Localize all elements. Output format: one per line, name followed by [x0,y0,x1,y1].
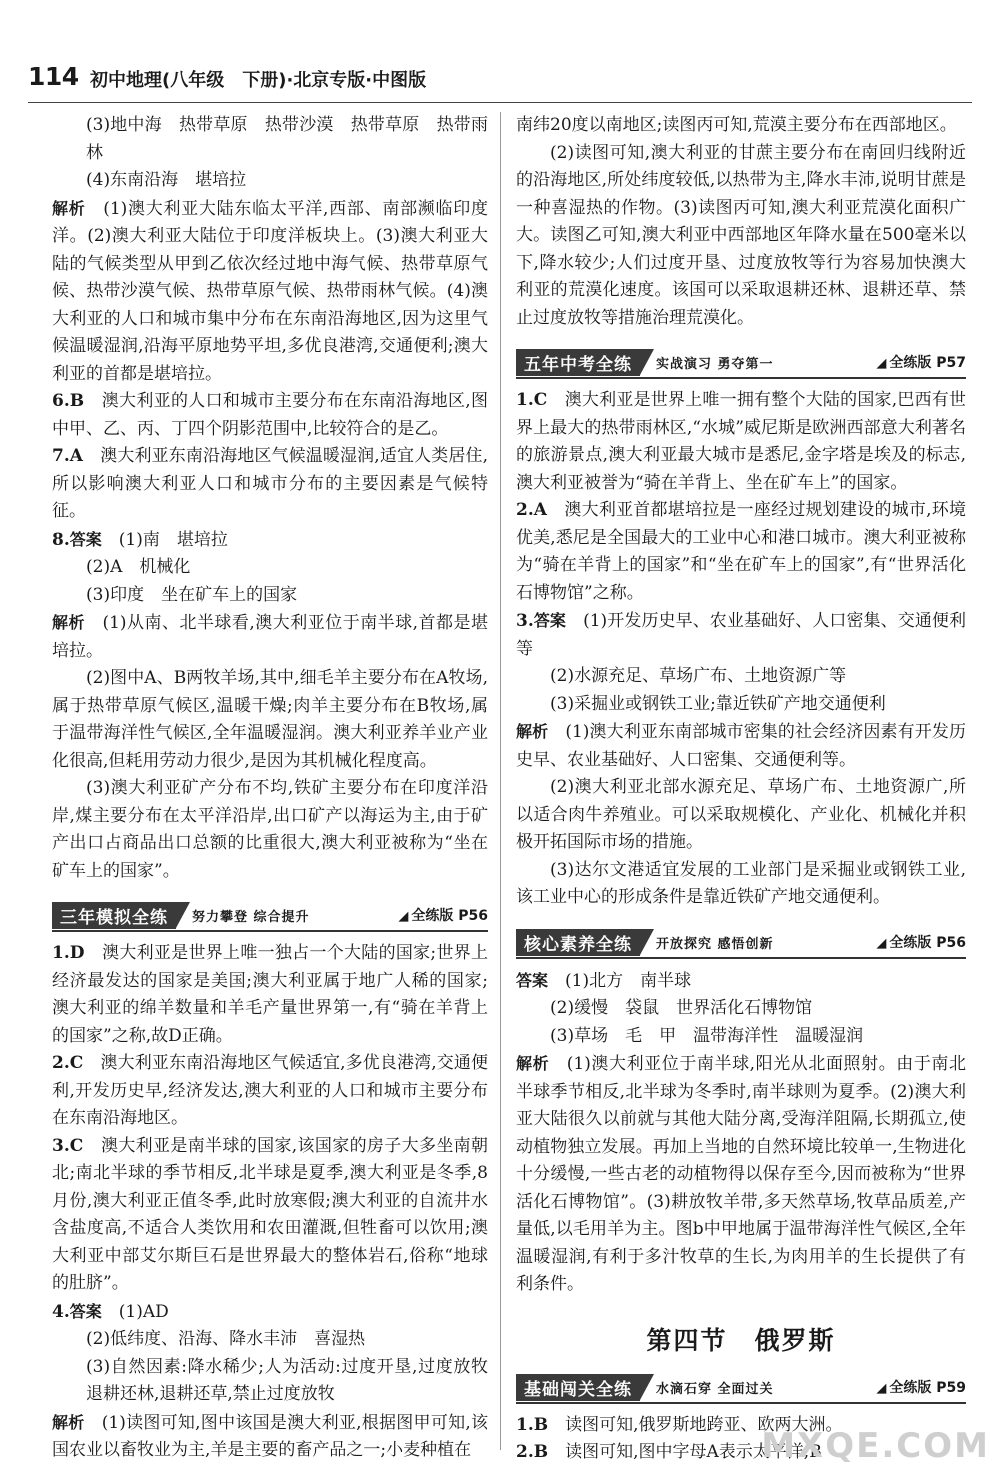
analysis-paragraph: 解析 (1)澳大利亚东南部城市密集的社会经济因素有开发历史早、农业基础好、人口密集、交通便利等。 [516,722,966,770]
banner-title: 三年模拟全练 [52,902,176,929]
question-z3: 3.答案 (1)开发历史早、农业基础好、人口密集、交通便利等 [516,611,966,659]
header-rule [28,102,972,103]
answer-line: (3)地中海 热带草原 热带沙漠 热带草原 热带雨林 [86,115,488,163]
question-m1: 1.D 澳大利亚是世界上唯一独占一个大陆的国家;世界上经济最发达的国家是美国;澳大利亚属于地广人稀的国家;澳大利亚的绵羊数量和羊毛产量世界第一,有“骑在羊背上的国家”之称,故D正确。 [52,943,489,1046]
question-6: 6.B 澳大利亚的人口和城市主要分布在东南沿海地区,图中甲、乙、丙、丁四个阴影范围中,比较符合的是乙。 [52,391,488,439]
answer-block: 答案 (1)北方 南半球 [516,970,692,991]
page-number: 114 [28,62,79,91]
question-8: 8.答案 (1)南 堪培拉 [52,529,228,550]
left-column [52,112,505,1465]
analysis-paragraph: (2)图中A、B两牧羊场,其中,细毛羊主要分布在A牧场,属于热带草原气候区,温暖干燥;肉羊主要分布在B牧场,属于温带海洋性气候区,全年温暖湿润。澳大利亚养羊业产业化很高,但耗用劳动力很少,是因为其机械化程度高。 [52,668,488,771]
answer-line: (2)低纬度、沿海、降水丰沛 喜湿热 [86,1329,366,1349]
page-header [28,62,972,102]
question-r2: 2.B 读图可知,图中字母A表示太平洋,B [516,1442,822,1462]
banner-subtitle: 努力攀登 综合提升 [192,910,310,925]
banner-title: 五年中考全练 [516,349,640,376]
banner-subtitle: 实战演习 勇夺第一 [656,357,774,372]
analysis-label: 解析 [52,198,86,218]
analysis-paragraph: (3)达尔文港适宜发展的工业部门是采掘业或钢铁工业,该工业中心的形成条件是靠近铁矿产地交通便利。 [516,859,966,907]
section-banner [516,347,966,379]
answer-line: (3)印度 坐在矿车上的国家 [86,584,298,605]
question-m2: 2.C 澳大利亚东南沿海地区气候适宜,多优良港湾,交通便利,开发历史早,经济发达,澳大利亚的人口和城市主要分布在东南沿海地区。 [52,1053,488,1128]
question-7: 7.A 澳大利亚东南沿海地区气候温暖湿润,适宜人类居住,所以影响澳大利亚人口和城市分布的主要因素是气候特征。 [52,446,488,521]
section-banner [516,1372,966,1404]
analysis-continued: 南纬20度以南地区;读图丙可知,荒漠主要分布在西部地区。 [516,115,957,135]
question-z1: 1.C 澳大利亚是世界上唯一拥有整个大陆的国家,巴西有世界上最大的热带雨林区,“水城”威尼斯是欧洲西部意大利著名的旅游景点,澳大利亚最大城市是悉尼,金字塔是埃及的标志,澳大利亚被誉为“骑在羊背上、坐在矿车上”的国家。 [516,390,967,493]
question-m4: 4.答案 (1)AD [52,1301,169,1322]
right-column [516,112,966,1467]
arrow-icon: ◢ [876,356,887,371]
banner-ref: ◢ 全练版 P57 [876,355,966,371]
answer-line: (3)采掘业或钢铁工业;靠近铁矿产地交通便利 [550,693,886,714]
question-m3: 3.C 澳大利亚是南半球的国家,该国家的房子大多坐南朝北;南北半球的季节相反,北半球是夏季,澳大利亚是冬季,8月份,澳大利亚正值冬季,此时放寒假;澳大利亚的自流井水含盐度高,不适合人类饮用和农田灌溉,但牲畜可以饮用;澳大利亚中部艾尔斯巨石是世界最大的整体岩石,俗称“地球的肚脐”。 [52,1135,489,1293]
column-divider [500,112,501,1450]
banner-ref: ◢ 全练版 P59 [876,1379,966,1396]
answer-line: (2)水源充足、草场广布、土地资源广等 [550,666,847,686]
answer-line: (3)自然因素:降水稀少;人为活动:过度开垦,过度放牧 退耕还林,退耕还草,禁止过度放牧 [86,1356,505,1404]
answer-line: (3)草场 毛 甲 温带海洋性 温暖湿润 [550,1025,864,1046]
watermark: MXQE.COM [761,1426,990,1466]
analysis-paragraph: 解析 (1)澳大利亚大陆东临太平洋,西部、南部濒临印度洋。(2)澳大利亚大陆位于印度洋板块上。(3)澳大利亚大陆的气候类型从甲到乙依次经过地中海气候、热带草原气候、热带沙漠气候、热带草原气候、热带雨林气候。(4)澳大利亚的人口和城市集中分布在东南沿海地区,因为这里气候温暖湿润,沿海平原地势平坦,多优良港湾,交通便利;澳大利亚的首都是堪培拉。 [52,198,488,384]
answer-line: (2)A 机械化 [86,557,191,577]
analysis-paragraph: 解析 (1)读图可知,图中该国是澳大利亚,根据图甲可知,该国农业以畜牧业为主,羊是主要的畜产品之一;小麦种植在 [52,1412,488,1460]
answer-line: (4)东南沿海 堪培拉 [86,170,247,190]
banner-title: 核心素养全练 [516,929,640,956]
banner-ref: ◢ 全练版 P56 [876,934,966,951]
section-title: 第四节 俄罗斯 [646,1325,836,1355]
arrow-icon: ◢ [876,935,887,951]
question-r1: 1.B 读图可知,俄罗斯地跨亚、欧两大洲。 [516,1414,843,1435]
banner-subtitle: 水滴石穿 全面过关 [656,1381,774,1397]
analysis-paragraph: 解析 (1)澳大利亚位于南半球,阳光从北面照射。由于南北半球季节相反,北半球为冬季时,南半球则为夏季。(2)澳大利亚大陆很久以前就与其他大陆分离,受海洋阻隔,长期孤立,使动植物独立发展。再加上当地的自然环境比较单一,生物进化十分缓慢,一些古老的动植物得以保存至今,因而被称为“世界活化石博物馆”。(3)耕放牧羊带,多天然草场,牧草品质差,产量低,以毛用羊为主。图b中甲地属于温带海洋性气候区,全年温暖湿润,有利于多汁牧草的生长,为肉用羊的生长提供了有利条件。 [516,1054,967,1294]
answer-line: (2)缓慢 袋鼠 世界活化石博物馆 [550,998,813,1018]
question-z2: 2.A 澳大利亚首都堪培拉是一座经过规划建设的城市,环境优美,悉尼是全国最大的工业中心和港口城市。澳大利亚被称为“骑在羊背上的国家”和“坐在矿车上的国家”,有“世界活化石博物馆”之称。 [516,500,966,603]
arrow-icon: ◢ [398,909,409,924]
banner-subtitle: 开放探究 感悟创新 [656,936,774,952]
book-title: 初中地理(八年级 下册)·北京专版·中图版 [90,70,427,91]
banner-ref: ◢ 全练版 P56 [398,908,488,924]
section-banner [52,900,488,932]
analysis-continued: (2)读图可知,澳大利亚的甘蔗主要分布在南回归线附近的沿海地区,所处纬度较低,以热带为主,降水丰沛,说明甘蔗是一种喜湿热的作物。(3)读图丙可知,澳大利亚荒漠化面积广大。读图乙可知,澳大利亚中西部地区年降水量在500毫米以下,降水较少;人们过度开垦、过度放牧等行为容易加快澳大利亚的荒漠化速度。该国可以采取退耕还林、退耕还草、禁止过度放牧等措施治理荒漠化。 [516,142,966,328]
analysis-paragraph: (2)澳大利亚北部水源充足、草场广布、土地资源广,所以适合肉牛养殖业。可以采取规模化、产业化、机械化并积极开拓国际市场的措施。 [516,777,966,852]
arrow-icon: ◢ [876,1380,887,1396]
section-banner [516,927,966,959]
analysis-paragraph: (3)澳大利亚矿产分布不均,铁矿主要分布在印度洋沿岸,煤主要分布在太平洋沿岸,出口矿产以海运为主,由于矿产出口占商品出口总额的比重很大,澳大利亚被称为“坐在矿车上的国家”。 [52,778,488,881]
banner-title: 基础闯关全练 [516,1374,640,1401]
analysis-paragraph: 解析 (1)从南、北半球看,澳大利亚位于南半球,首都是堪培拉。 [52,613,488,661]
